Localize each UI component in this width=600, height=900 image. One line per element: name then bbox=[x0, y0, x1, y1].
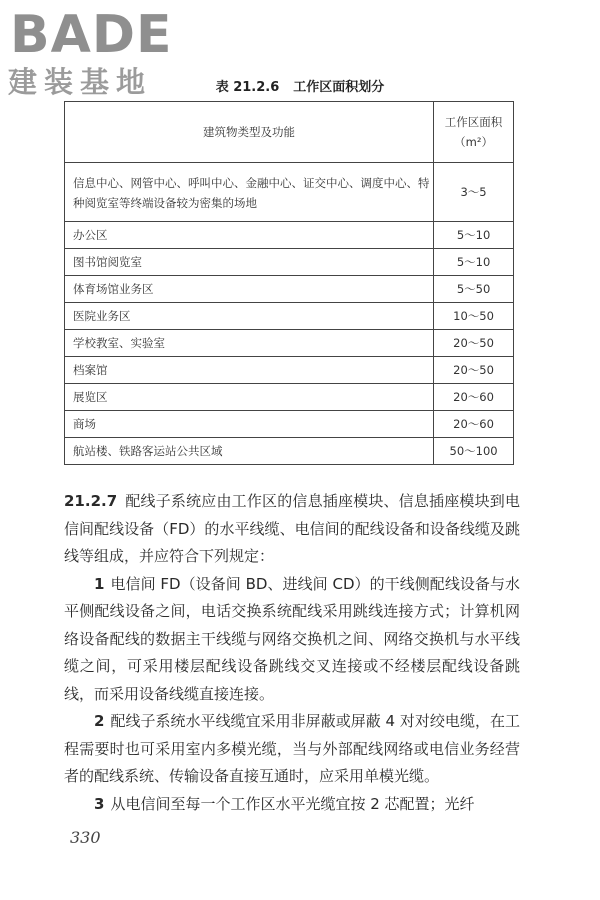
table-row bbox=[65, 249, 514, 276]
header-type: 建筑物类型及功能 bbox=[65, 102, 434, 163]
table-row bbox=[65, 330, 514, 357]
item-number: 3 bbox=[94, 794, 105, 813]
row-type: 航站楼、铁路客运站公共区域 bbox=[65, 438, 434, 465]
row-area: 20～60 bbox=[434, 411, 514, 438]
row-type: 档案馆 bbox=[65, 357, 434, 384]
watermark-subtitle: 建装基地 bbox=[8, 65, 153, 99]
row-area: 5～10 bbox=[434, 249, 514, 276]
item-number: 1 bbox=[94, 574, 105, 593]
logo-text: BADE bbox=[10, 5, 173, 60]
table-row bbox=[65, 303, 514, 330]
row-area: 20～50 bbox=[434, 357, 514, 384]
row-area: 20～50 bbox=[434, 330, 514, 357]
item-text: 配线子系统水平线缆宜采用非屏蔽或屏蔽 4 对对绞电缆，在工程需要时也可采用室内多模光缆，当与外部配线网络或电信业务经营者的配线系统、传输设备直接互通时，应采用单模光缆。 bbox=[64, 712, 520, 785]
row-area: 3～5 bbox=[434, 163, 514, 222]
row-area: 50～100 bbox=[434, 438, 514, 465]
row-type: 商场 bbox=[65, 411, 434, 438]
row-area: 5～50 bbox=[434, 276, 514, 303]
header-area-line1: 工作区面积 bbox=[444, 115, 503, 129]
row-type: 办公区 bbox=[65, 222, 434, 249]
row-area: 5～10 bbox=[434, 222, 514, 249]
row-type: 学校教室、实验室 bbox=[65, 330, 434, 357]
table-row bbox=[65, 384, 514, 411]
clause-text: 配线子系统应由工作区的信息插座模块、信息插座模块到电信间配线设备（FD）的水平线缆、电信间的配线设备和设备线缆及跳线等组成，并应符合下列规定： bbox=[64, 492, 520, 565]
table-row bbox=[65, 222, 514, 249]
page-number: 330 bbox=[70, 828, 101, 847]
item-text: 从电信间至每一个工作区水平光缆宜按 2 芯配置；光纤 bbox=[110, 794, 475, 813]
clause-body bbox=[64, 488, 520, 818]
table-header-row bbox=[65, 102, 514, 163]
row-type: 信息中心、网管中心、呼叫中心、金融中心、证交中心、调度中心、特种阅览室等终端设备较为密集的场地 bbox=[65, 163, 434, 222]
clause-item bbox=[64, 571, 520, 709]
table-row bbox=[65, 163, 514, 222]
row-area: 20～60 bbox=[434, 384, 514, 411]
row-area: 10～50 bbox=[434, 303, 514, 330]
clause-paragraph bbox=[64, 488, 520, 571]
table-row bbox=[65, 411, 514, 438]
clause-number: 21.2.7 bbox=[64, 492, 118, 510]
row-type: 展览区 bbox=[65, 384, 434, 411]
item-text: 电信间 FD（设备间 BD、进线间 CD）的干线侧配线设备与水平侧配线设备之间，电话交换系统配线采用跳线连接方式；计算机网络设备配线的数据主干线缆与网络交换机之间、网络交换机与水平线缆之间，可采用楼层配线设备跳线交叉连接或不经楼层配线设备跳线，而采用设备线缆直接连接。 bbox=[64, 574, 520, 703]
table-caption bbox=[0, 76, 600, 95]
row-type: 医院业务区 bbox=[65, 303, 434, 330]
clause-item bbox=[64, 791, 520, 819]
table-number: 表 21.2.6 bbox=[215, 80, 280, 95]
bade-logo-icon bbox=[8, 4, 183, 60]
table-title: 工作区面积划分 bbox=[293, 80, 385, 95]
header-area-unit: （m²） bbox=[454, 135, 493, 149]
table-row bbox=[65, 276, 514, 303]
row-type: 图书馆阅览室 bbox=[65, 249, 434, 276]
header-area bbox=[434, 102, 514, 163]
clause-item bbox=[64, 708, 520, 791]
row-type: 体育场馆业务区 bbox=[65, 276, 434, 303]
table-row bbox=[65, 357, 514, 384]
area-table bbox=[64, 101, 514, 465]
table-row bbox=[65, 438, 514, 465]
item-number: 2 bbox=[94, 712, 105, 730]
